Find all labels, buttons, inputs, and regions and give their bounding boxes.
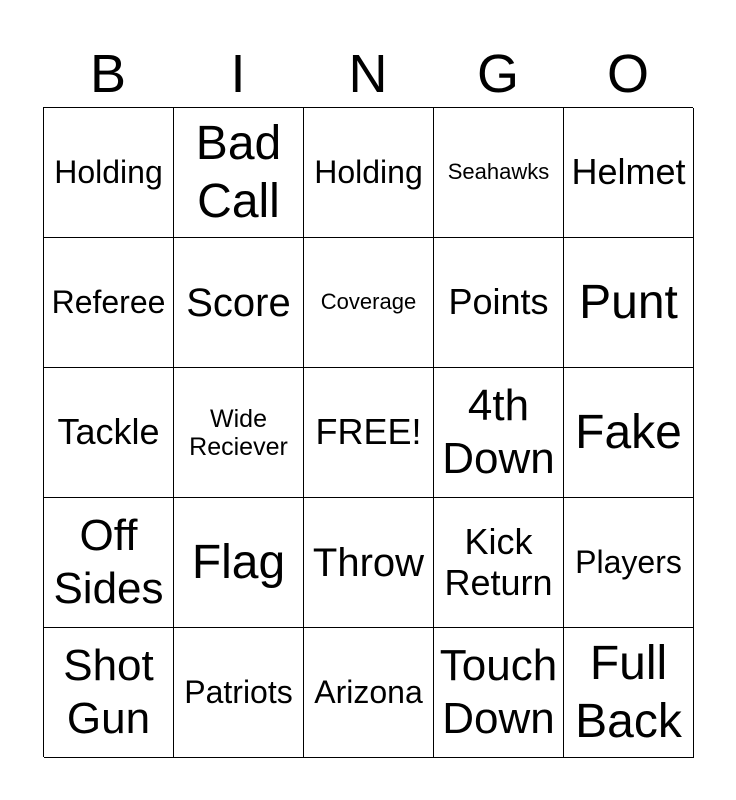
bingo-cell[interactable]: Tackle xyxy=(44,368,174,498)
bingo-cell[interactable]: Kick Return xyxy=(434,498,564,628)
bingo-cell[interactable]: Off Sides xyxy=(44,498,174,628)
bingo-cell[interactable]: Points xyxy=(434,238,564,368)
bingo-cell[interactable]: Score xyxy=(174,238,304,368)
bingo-cell[interactable]: Wide Reciever xyxy=(174,368,304,498)
bingo-cell[interactable]: Full Back xyxy=(564,628,694,758)
bingo-cell[interactable]: 4th Down xyxy=(434,368,564,498)
header-letter-o: O xyxy=(606,44,649,104)
bingo-header xyxy=(43,40,693,108)
bingo-cell[interactable]: Arizona xyxy=(304,628,434,758)
bingo-cell[interactable]: Holding xyxy=(44,108,174,238)
bingo-cell[interactable]: Helmet xyxy=(564,108,694,238)
bingo-cell[interactable]: Flag xyxy=(174,498,304,628)
bingo-cell[interactable]: Punt xyxy=(564,238,694,368)
bingo-cell[interactable]: Patriots xyxy=(174,628,304,758)
bingo-cell[interactable]: Players xyxy=(564,498,694,628)
header-letter-i: I xyxy=(230,44,246,104)
bingo-cell[interactable]: Fake xyxy=(564,368,694,498)
bingo-card-grid xyxy=(43,107,693,757)
bingo-cell[interactable]: Bad Call xyxy=(174,108,304,238)
header-letter-n: N xyxy=(348,44,388,104)
header-letter-b: B xyxy=(89,44,127,104)
free-space-cell[interactable]: FREE! xyxy=(304,368,434,498)
bingo-cell[interactable]: Coverage xyxy=(304,238,434,368)
bingo-cell[interactable]: Touch Down xyxy=(434,628,564,758)
bingo-cell[interactable]: Referee xyxy=(44,238,174,368)
bingo-cell[interactable]: Shot Gun xyxy=(44,628,174,758)
bingo-cell[interactable]: Holding xyxy=(304,108,434,238)
bingo-cell[interactable]: Throw xyxy=(304,498,434,628)
header-letter-g: G xyxy=(476,44,519,104)
bingo-cell[interactable]: Seahawks xyxy=(434,108,564,238)
